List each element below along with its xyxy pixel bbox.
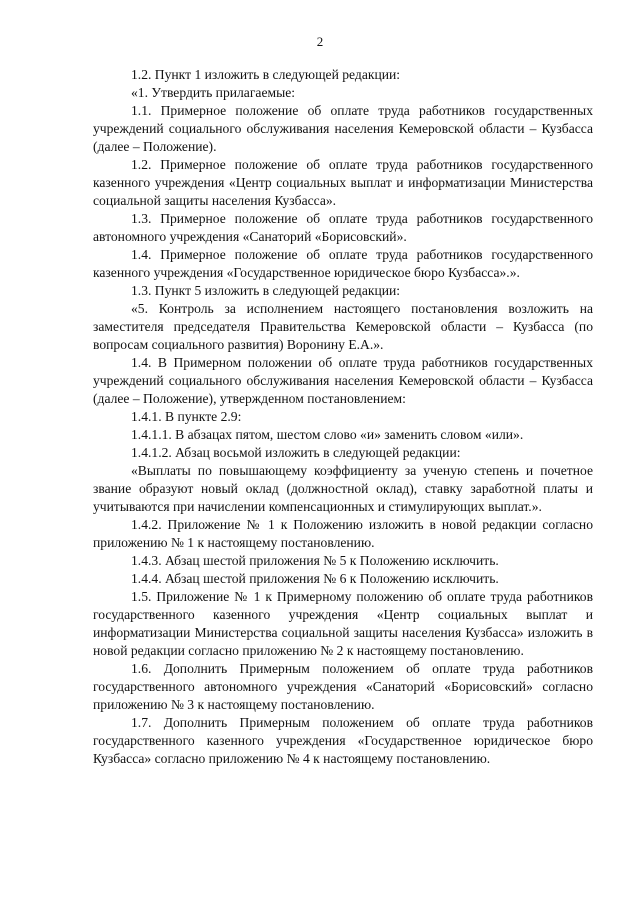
page-number: 2 (316, 34, 324, 49)
paragraph-1-4-2: 1.4.2. Приложение № 1 к Положению изложить в новой редакции согласно приложению № 1 к настоящему постановлению. (93, 517, 593, 550)
paragraph-control: «5. Контроль за исполнением настоящего постановления возложить на заместителя председателя Правительства Кемеровской области – Кузбасса (по вопросам социального развития) Воронину Е.А.». (93, 301, 593, 352)
document-body (93, 66, 593, 768)
paragraph-1-4-1: 1.4.1. В пункте 2.9: (131, 409, 242, 424)
paragraph-1-3-sanatorium: 1.3. Примерное положение об оплате труда работников государственного автономного учреждения «Санаторий «Борисовский». (93, 211, 593, 244)
paragraph-1-4-1-1: 1.4.1.1. В абзацах пятом, шестом слово «и» заменить словом «или». (131, 427, 524, 442)
paragraph-1-4-4: 1.4.4. Абзац шестой приложения № 6 к Положению исключить. (131, 571, 499, 586)
paragraph-1-4-bureau: 1.4. Примерное положение об оплате труда работников государственного казенного учреждения «Государственное юридическое бюро Кузбасса».». (93, 247, 593, 280)
paragraph-approve: «1. Утвердить прилагаемые: (131, 85, 296, 100)
paragraph-1-4-3: 1.4.3. Абзац шестой приложения № 5 к Положению исключить. (131, 553, 499, 568)
paragraph-1-1: 1.1. Примерное положение об оплате труда работников государственных учреждений социального обслуживания населения Кемеровской области – Кузбасса (далее – Положение). (93, 103, 593, 154)
paragraph-1-3: 1.3. Пункт 5 изложить в следующей редакции: (131, 283, 401, 298)
paragraph-1-2: 1.2. Пункт 1 изложить в следующей редакции: (131, 67, 401, 82)
paragraph-1-5: 1.5. Приложение № 1 к Примерному положению об оплате труда работников государственного казенного учреждения «Центр социальных выплат и информатизации Министерства социальной защиты населения Кузбасса» изложить в новой редакции согласно приложению № 2 к настоящему постановлению. (93, 589, 593, 658)
paragraph-1-2-center: 1.2. Примерное положение об оплате труда работников государственного казенного учреждения «Центр социальных выплат и информатизации Министерства социальной защиты населения Кузбасса». (93, 157, 593, 208)
paragraph-1-4-1-2: 1.4.1.2. Абзац восьмой изложить в следующей редакции: (131, 445, 461, 460)
paragraph-1-6: 1.6. Дополнить Примерным положением об оплате труда работников государственного автономного учреждения «Санаторий «Борисовский» согласно приложению № 3 к настоящему постановлению. (93, 661, 593, 712)
paragraph-1-7: 1.7. Дополнить Примерным положением об оплате труда работников государственного казенного учреждения «Государственное юридическое бюро Кузбасса» согласно приложению № 4 к настоящему постановлению. (93, 715, 593, 766)
paragraph-payments: «Выплаты по повышающему коэффициенту за ученую степень и почетное звание образуют новый оклад (должностной оклад), ставку заработной платы и учитываются при начислении компенсационных и стимулирующих выплат.». (93, 463, 593, 514)
paragraph-1-4: 1.4. В Примерном положении об оплате труда работников государственных учреждений социального обслуживания населения Кемеровской области – Кузбасса (далее – Положение), утвержденном постановлением: (93, 355, 593, 406)
